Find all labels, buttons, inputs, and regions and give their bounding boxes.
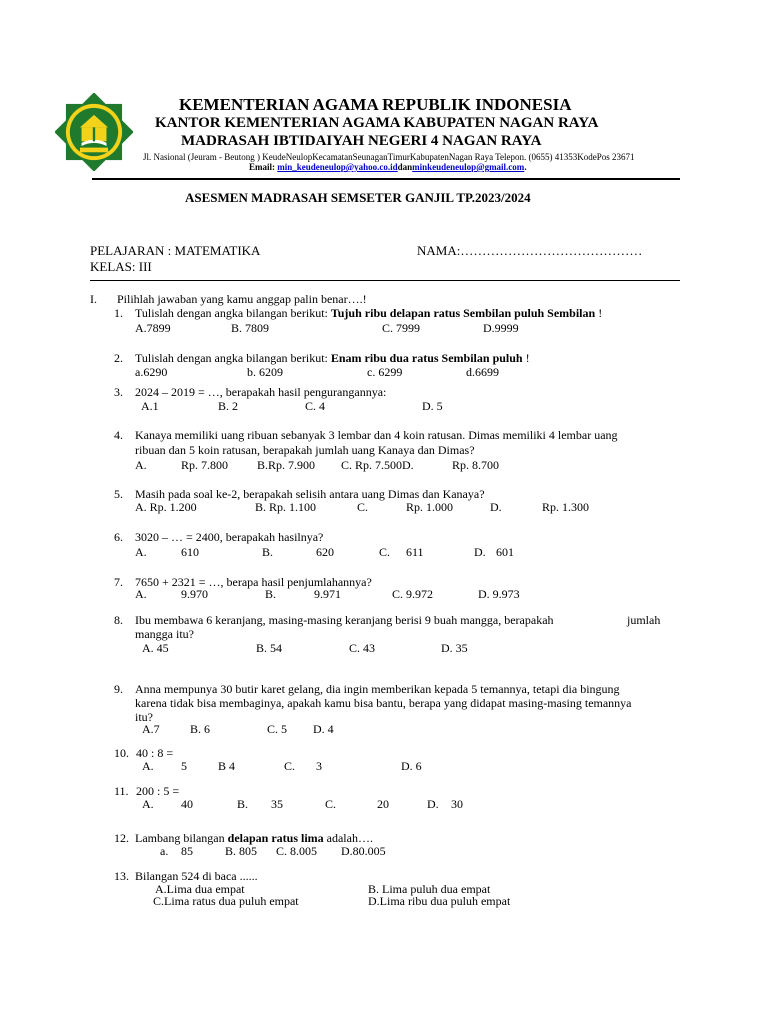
answer-option[interactable]: B. (262, 545, 274, 559)
question-text: Kanaya memiliki uang ribuan sebanyak 3 lembar dan 4 koin ratusan. Dimas memiliki 4 lembar uang (135, 428, 618, 442)
answer-option[interactable]: a. (160, 844, 169, 858)
answer-option[interactable]: a.6290 (135, 365, 168, 379)
answer-option[interactable]: D. 35 (441, 641, 468, 655)
question-text: Lambang bilangan delapan ratus lima adalah…. (135, 831, 373, 845)
answer-option[interactable]: 5 (181, 759, 187, 773)
question-text: itu? (135, 710, 153, 724)
answer-option[interactable]: D.80.005 (341, 844, 386, 858)
answer-option[interactable]: C. (379, 545, 391, 559)
header-divider (92, 178, 680, 180)
answer-option[interactable]: 35 (271, 797, 283, 811)
question-number: 13. (114, 869, 129, 883)
answer-option[interactable]: 3 (316, 759, 322, 773)
question-text: Tulislah dengan angka bilangan berikut: Tujuh ribu delapan ratus Sembilan puluh Sembilan ! (135, 306, 603, 320)
answer-option[interactable]: C. 8.005 (276, 844, 318, 858)
answer-option[interactable]: B 4 (218, 759, 236, 773)
answer-option[interactable]: D.Lima ribu dua puluh empat (368, 894, 511, 908)
answer-option[interactable]: A. (142, 797, 154, 811)
answer-option[interactable]: d.6699 (466, 365, 499, 379)
answer-option[interactable]: B. Rp. 1.100 (255, 500, 317, 514)
school-address: Jl. Nasional (Jeuram - Beutong ) KeudeNeulopKecamatanSeunaganTimurKabupatenNagan Raya Telepon. (0655) 41353KodePos 23671 (143, 152, 635, 162)
email-label: Email: (249, 162, 278, 172)
question-number: 4. (114, 428, 123, 442)
answer-option[interactable]: C.Lima ratus dua puluh empat (153, 894, 299, 908)
question-number: 11. (114, 784, 129, 798)
question-text: Bilangan 524 di baca ...... (135, 869, 258, 883)
question-text: Tulislah dengan angka bilangan berikut: Enam ribu dua ratus Sembilan puluh ! (135, 351, 530, 365)
email-link-2[interactable]: minkeudeneulop@gmail.com (412, 162, 525, 172)
answer-option[interactable]: A.7 (142, 722, 160, 736)
answer-option[interactable]: C. 43 (349, 641, 376, 655)
answer-option[interactable]: Rp. 1.000 (406, 500, 454, 514)
section-instruction: Pilihlah jawaban yang kamu anggap palin benar….! (117, 292, 367, 306)
answer-option[interactable]: A.7899 (135, 321, 171, 335)
answer-option[interactable]: A. (135, 545, 147, 559)
answer-option[interactable]: D.9999 (483, 321, 519, 335)
answer-option[interactable]: 601 (496, 545, 514, 559)
answer-option[interactable]: 611 (406, 545, 424, 559)
question-text: jumlah (627, 613, 661, 627)
question-text: Masih pada soal ke-2, berapakah selisih antara uang Dimas dan Kanaya? (135, 487, 485, 501)
email-link-1[interactable]: min_keudeneulop@yahoo.co.id (277, 162, 398, 172)
answer-option[interactable]: C. 9.972 (392, 587, 434, 601)
subject-field: PELAJARAN : MATEMATIKA (90, 243, 261, 258)
answer-option[interactable]: B. 6 (190, 722, 211, 736)
exam-title: ASESMEN MADRASAH SEMSETER GANJIL TP.2023/2024 (185, 190, 531, 205)
answer-option[interactable]: 40 (181, 797, 193, 811)
answer-option[interactable]: D. 4 (313, 722, 334, 736)
answer-option[interactable]: B. Lima puluh dua empat (368, 882, 491, 896)
question-number: 3. (114, 385, 123, 399)
question-text: Anna mempunya 30 butir karet gelang, dia ingin memberikan kepada 5 temannya, tetapi dia bingung (135, 682, 620, 696)
answer-option[interactable]: C. (357, 500, 369, 514)
info-divider (90, 280, 680, 281)
answer-option[interactable]: 85 (181, 844, 193, 858)
email-line (249, 162, 527, 172)
question-text: 3020 – … = 2400, berapakah hasilnya? (135, 530, 324, 544)
answer-option[interactable]: b. 6209 (247, 365, 283, 379)
answer-option[interactable]: A. (135, 458, 147, 472)
ministry-title: KEMENTERIAN AGAMA REPUBLIK INDONESIA (179, 95, 572, 114)
answer-option[interactable]: C. Rp. 7.500D. (341, 458, 414, 472)
answer-option[interactable]: A.Lima dua empat (155, 882, 245, 896)
question-text: 7650 + 2321 = …, berapa hasil penjumlahannya? (135, 575, 372, 589)
answer-option[interactable]: A. (142, 759, 154, 773)
question-number: 5. (114, 487, 123, 501)
answer-option[interactable]: A. 45 (142, 641, 169, 655)
answer-option[interactable]: D. 9.973 (478, 587, 520, 601)
answer-option[interactable]: B. 54 (256, 641, 283, 655)
answer-option[interactable]: 9.971 (314, 587, 341, 601)
answer-option[interactable]: A.1 (141, 399, 159, 413)
answer-option[interactable]: C. 7999 (382, 321, 421, 335)
answer-option[interactable]: Rp. 8.700 (452, 458, 500, 472)
question-number: 7. (114, 575, 123, 589)
answer-option[interactable]: A. Rp. 1.200 (135, 500, 197, 514)
kemenag-logo-icon (55, 93, 133, 171)
question-text: 2024 – 2019 = …, berapakah hasil pengurangannya: (135, 385, 387, 399)
answer-option[interactable]: B. (237, 797, 249, 811)
answer-option[interactable]: Rp. 1.300 (542, 500, 590, 514)
question-number: 9. (114, 682, 123, 696)
answer-option[interactable]: A. (135, 587, 147, 601)
question-number: 8. (114, 613, 123, 627)
section-number: I. (90, 292, 97, 306)
answer-option[interactable]: 610 (181, 545, 199, 559)
answer-option[interactable]: D. (427, 797, 439, 811)
answer-option[interactable]: B. (265, 587, 277, 601)
answer-option[interactable]: c. 6299 (367, 365, 403, 379)
answer-option[interactable]: B. 7809 (231, 321, 270, 335)
answer-option[interactable]: C. (325, 797, 337, 811)
answer-option[interactable]: 30 (451, 797, 463, 811)
question-number: 12. (114, 831, 129, 845)
office-title: KANTOR KEMENTERIAN AGAMA KABUPATEN NAGAN RAYA (155, 115, 599, 131)
answer-option[interactable]: D. (490, 500, 502, 514)
class-field: KELAS: III (90, 259, 152, 274)
question-text: mangga itu? (135, 627, 194, 641)
answer-option[interactable]: B. 2 (218, 399, 239, 413)
answer-option[interactable]: D. (474, 545, 486, 559)
answer-option[interactable]: D. 5 (422, 399, 443, 413)
answer-option[interactable]: B.Rp. 7.900 (257, 458, 316, 472)
question-number: 10. (114, 746, 129, 760)
answer-option[interactable]: C. (284, 759, 296, 773)
answer-option[interactable]: 9.970 (181, 587, 208, 601)
answer-option[interactable]: 620 (316, 545, 334, 559)
email-end: . (524, 162, 527, 172)
answer-option[interactable]: C. 5 (267, 722, 288, 736)
question-text: karena tidak bisa membaginya, apakah kamu bisa bantu, berapa yang didapat masing-masing temannya (135, 696, 632, 710)
email-sep: dan (397, 162, 413, 172)
question-number: 1. (114, 306, 123, 320)
student-name-field[interactable]: NAMA:…………………………………… (417, 243, 643, 258)
question-text: ribuan dan 5 koin ratusan, berapakah jumlah uang Kanaya dan Dimas? (135, 443, 475, 457)
question-number: 6. (114, 530, 123, 544)
question-text: 200 : 5 = (136, 784, 180, 798)
question-number: 2. (114, 351, 123, 365)
answer-option[interactable]: Rp. 7.800 (181, 458, 229, 472)
school-title: MADRASAH IBTIDAIYAH NEGERI 4 NAGAN RAYA (181, 133, 542, 149)
question-text: Ibu membawa 6 keranjang, masing-masing keranjang berisi 9 buah mangga, berapakah (135, 613, 554, 627)
answer-option[interactable]: D. 6 (401, 759, 422, 773)
question-text: 40 : 8 = (136, 746, 174, 760)
answer-option[interactable]: B. 805 (225, 844, 258, 858)
answer-option[interactable]: C. 4 (305, 399, 326, 413)
answer-option[interactable]: 20 (377, 797, 389, 811)
